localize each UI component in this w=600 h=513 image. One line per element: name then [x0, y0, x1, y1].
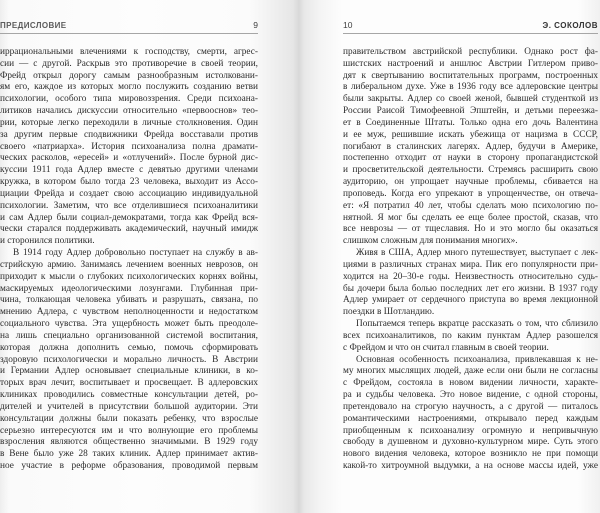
text-line: Фрейд открыл дорогу самым разнообразным истолковани- [0, 70, 258, 81]
running-title: ПРЕДИСЛОВИЕ [0, 21, 67, 30]
text-line: нового видения человека, которое возникло не при помощи [343, 449, 598, 460]
text-line: правительством австрийской республики. Однако рост фа- [343, 47, 598, 57]
text-line: в либеральном духе. Уже в 1936 году все адлеровские центры [343, 82, 598, 93]
text-line: циации Фрейда и создает свою ассоциацию индивидуальной [0, 188, 258, 199]
text-line: Основная особенность психоанализа, привлекавшая к не- [356, 354, 598, 365]
text-line: проповедь. Когда его упрекают в упрощенчестве, он отвеча- [343, 188, 598, 199]
text-line: В 1914 году Адлер добровольно поступает на службу в ав- [13, 248, 258, 259]
text-line: стрийскую армию. Занимаясь лечением военных неврозов, он [0, 259, 258, 270]
text-line: иррациональными влечениями к господству, смерти, агрес- [0, 47, 258, 57]
text-line: ходится на 20–30-е годы. Неизвестность относительно судь- [343, 271, 598, 282]
text-line: постепенно отходит от науки в сторону пропагандистской [343, 153, 598, 164]
text-line: шистских настроений и аншлюс Австрии Гитлером приво- [343, 58, 598, 69]
text-line: дят к свертыванию воспитательных программ, построенных [343, 70, 598, 81]
text-line: нятной. Я мог бы сделать ее еще более простой, сказав, что [343, 212, 598, 223]
text-line: за другим первые сподвижники Фрейда восставали против [0, 129, 258, 140]
text-line: психологии, особого типа мировоззрения. Среди психоана- [0, 94, 258, 105]
text-line: аудиторию, он упрощает научные проблемы, сбивается на [343, 177, 598, 188]
text-line: поездки в Шотландию. [343, 307, 435, 318]
text-line: ческих расколов, «ересей» и «отлучений». После бурной дис- [0, 153, 258, 164]
left-page [0, 0, 258, 513]
text-line: здоровую психологически и морально личность. В Австрии [0, 354, 258, 365]
text-line: рии, которые легко переходили в личные столкновения. Один [0, 117, 258, 128]
text-line: романтическими настроениями, открывало перед каждым [343, 413, 598, 424]
text-line: консультации должны были показать ребенку, что взрослые [0, 413, 258, 424]
text-line: приобщенным к психоанализу огромную и непривычную [343, 425, 598, 436]
page-number-right: 10 [343, 20, 353, 30]
text-line: свободу в душевном и духовно-культурном мире. Суть этого [343, 437, 598, 448]
text-line: психологии. Заметим, что все отделившиеся психоаналитики [0, 200, 258, 211]
text-line: своего «патриарха». История психоанализа полна драмати- [0, 141, 258, 152]
text-line: ет: «Я потратил 40 лет, чтобы сделать мою психологию по- [343, 200, 598, 211]
text-line: с Фрейдом, состояла в новом видении личности, характе- [343, 378, 598, 389]
text-line: ет в Соединенные Штаты. Только одна его дочь Валентина [343, 117, 598, 128]
text-line: ное участие в реформе образования, проводимой первым [0, 460, 258, 471]
text-line: серьезно интересуются им и что волнующие его проблемы [0, 425, 258, 436]
right-page-text [343, 47, 598, 473]
text-line: и сам Адлер были социал-демократами, тогда как Фрейд вся- [0, 212, 258, 223]
text-line: Попытаемся теперь вкратце рассказать о том, что сблизило [356, 319, 598, 330]
text-line: с Фрейдом и что он считал главным в своей теории. [343, 342, 549, 353]
text-line: дителей и учителей в присутствии большой аудитории. Эти [0, 401, 258, 412]
text-line: в Вене было уже 28 таких клиник. Адлер принимает актив- [0, 449, 258, 460]
text-line: на лишь специально организованной системой воспитания, [0, 330, 258, 341]
text-line: му многих мыслящих людей, даже если они были не согласны [343, 366, 598, 377]
text-line: сии — с другой. Раскрыв это противоречие в своей теории, [0, 58, 258, 69]
text-line: Живя в США, Адлер много путешествует, выступает с лек- [356, 248, 598, 259]
text-line: всех психоаналитиков, по каким пунктам Адлер разошелся [343, 330, 598, 341]
text-line: мнению Адлера, с чувством неполноценности и недостатком [0, 307, 258, 318]
text-line: литиков начались дискуссии относительно «первооснов» тео- [0, 106, 258, 117]
text-line: слишком сложным для понимания многих». [343, 236, 518, 247]
text-line: чески старался поддерживать академический, научный имидж [0, 224, 258, 235]
text-line: все неврозы — от тщеславия. Но и это могло бы оказаться [343, 224, 598, 235]
text-line: были закрыты. Адлер со своей женой, бывшей студенткой из [343, 94, 598, 105]
text-line: погибают в сталинских лагерях. Адлер, будучи в Америке, [343, 141, 598, 152]
text-line: циями в различных странах мира. Пик его популярности при- [343, 259, 598, 270]
left-page-text [0, 47, 258, 473]
text-line: и Германии Адлер основывает специальные клиники, в ко- [0, 366, 258, 377]
text-line: приходит к мысли о глубоких психологических корнях войны, [0, 271, 258, 282]
text-line: и просветительской деятельности. Стремясь расширить свою [343, 165, 598, 176]
left-page-header [0, 0, 258, 34]
text-line: кружка, в котором было тогда 23 человека, выходит из Ассо- [0, 177, 258, 188]
text-line: какой-то хитроумной выдумки, а на основе массы идей, уже [343, 460, 598, 471]
text-line: претендовало на строгую научность, а с другой — питалось [343, 401, 598, 412]
text-line: маскируемых идеологическими лозунгами. Глубинная при- [0, 283, 258, 294]
text-line: и сторонился политики. [0, 236, 95, 247]
text-line: чина, толкающая человека убивать и разрушать, связана, по [0, 295, 258, 306]
text-line: и ее муж, решившие искать убежища от нацизма в СССР, [343, 129, 598, 140]
text-line: взросления являются общественно значимыми. В 1929 году [0, 437, 258, 448]
text-line: Адлер умирает от сердечного приступа во время лекционной [343, 295, 598, 306]
page-number-left: 9 [253, 20, 258, 30]
right-page [343, 0, 598, 513]
text-line: клиниках проводились совместные консультации детей, ро- [0, 390, 258, 401]
text-line: социального чувства. Эта ущербность может быть преодоле- [0, 319, 258, 330]
text-line: куссии 1911 года Адлер вместе с девятью другими членами [0, 165, 258, 176]
text-line: ям его, каждое из которых могло послужить созданию ветви [0, 82, 258, 93]
right-page-header [343, 0, 598, 34]
text-line: которая должна дополнить семью, помочь сформировать [0, 342, 258, 353]
text-line: России Раисой Тимофеевной Эпштейн, и детьми переезжа- [343, 106, 598, 117]
text-line: бы дочери была болью последних лет его жизни. В 1937 году [343, 283, 598, 294]
running-author: Э. СОКОЛОВ [542, 21, 598, 30]
text-line: торых врач лечит, воспитывает и просвещает. В адлеровских [0, 378, 258, 389]
text-line: ра и судьбы человека. Это новое видение, с одной стороны, [343, 390, 598, 401]
